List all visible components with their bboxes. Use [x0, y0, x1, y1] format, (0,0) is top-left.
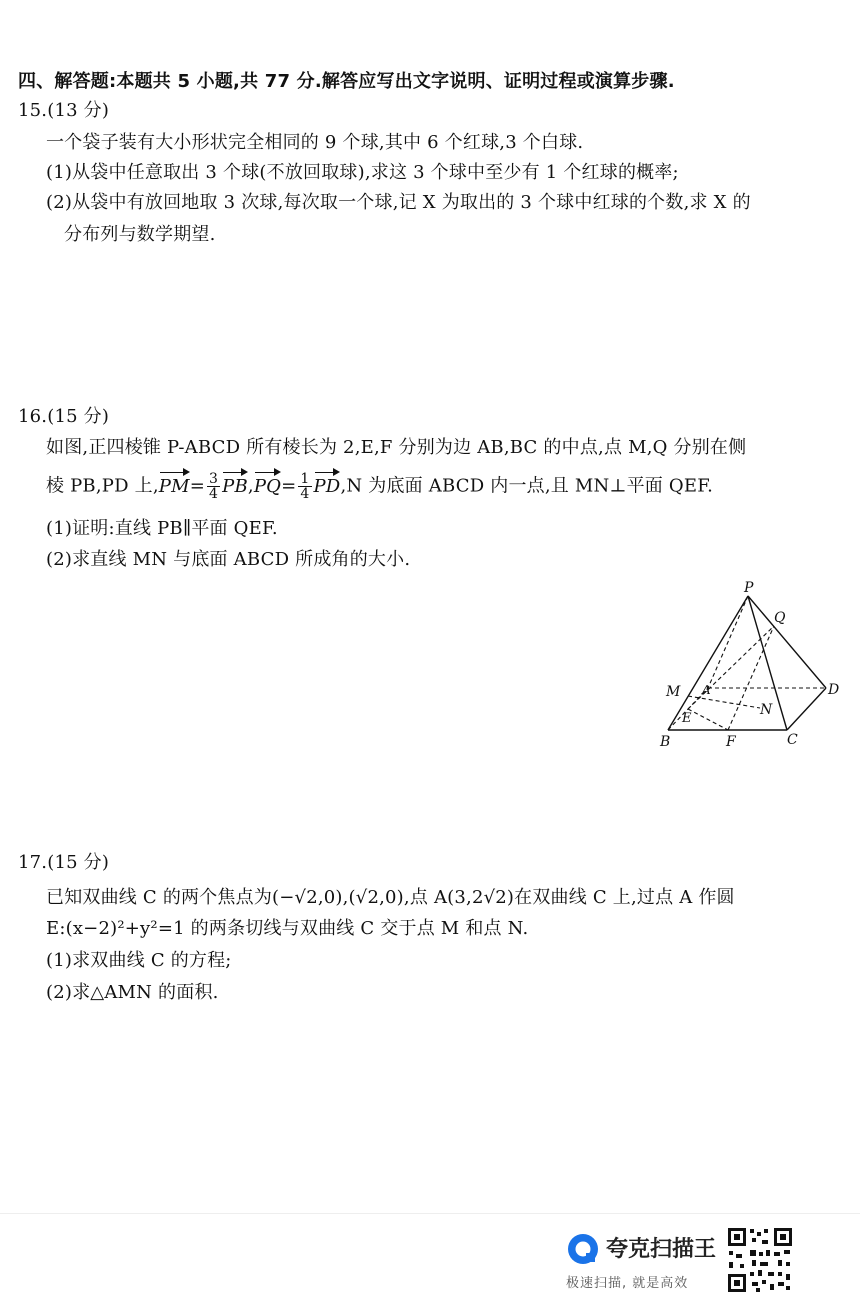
edge-pa	[708, 596, 748, 688]
equals-sign: =	[281, 475, 297, 497]
fraction-three-quarters	[207, 472, 220, 501]
vector-pb: PB	[222, 473, 248, 499]
q16-line1: 如图,正四棱锥 P-ABCD 所有棱长为 2,E,F 分别为边 AB,BC 的中点,点 M,Q 分别在侧	[46, 437, 747, 458]
footer-brand: 夸克扫描王	[606, 1237, 717, 1262]
q16-line2	[46, 472, 713, 501]
label-e: E	[682, 711, 692, 726]
label-q: Q	[774, 610, 786, 626]
vector-pd: PD	[314, 473, 341, 499]
label-n: N	[760, 702, 773, 718]
fraction-one-quarter	[298, 472, 311, 501]
q16-line2-start: 棱 PB,PD 上,	[46, 475, 159, 497]
label-a: A	[702, 683, 711, 697]
q15-part2-line1: (2)从袋中有放回地取 3 次球,每次取一个球,记 X 为取出的 3 个球中红球的个数,求 X 的	[46, 192, 751, 213]
q17-part1: (1)求双曲线 C 的方程;	[46, 950, 232, 971]
section-title: 四、解答题:本题共 5 小题,共 77 分.解答应写出文字说明、证明过程或演算步骤.	[18, 71, 675, 92]
edge-pd	[748, 596, 826, 688]
segment-mn	[688, 696, 760, 708]
fraction-numerator: 3	[209, 471, 219, 487]
vector-pm: PM	[159, 473, 190, 499]
q17-part2: (2)求△AMN 的面积.	[46, 982, 219, 1003]
equals-sign: =	[189, 475, 206, 497]
segment-eq	[688, 626, 774, 709]
segment-ef	[688, 709, 728, 730]
pyramid-figure	[650, 578, 850, 758]
label-c: C	[787, 732, 798, 748]
q15-intro: 一个袋子装有大小形状完全相同的 9 个球,其中 6 个红球,3 个白球.	[46, 132, 584, 153]
q17-line2: E:(x−2)²+y²=1 的两条切线与双曲线 C 交于点 M 和点 N.	[46, 918, 529, 939]
q15-part1: (1)从袋中任意取出 3 个球(不放回取球),求这 3 个球中至少有 1 个红球的概率;	[46, 162, 679, 183]
footer-slogan: 极速扫描, 就是高效	[566, 1276, 689, 1291]
quark-logo-icon	[566, 1232, 600, 1266]
comma: ,	[247, 475, 254, 497]
q17-header: 17.(15 分)	[18, 852, 110, 873]
q17-line1: 已知双曲线 C 的两个焦点为(−√2,0),(√2,0),点 A(3,2√2)在双曲线 C 上,过点 A 作圆	[46, 887, 735, 908]
label-b: B	[660, 734, 671, 750]
fraction-denominator: 4	[209, 486, 219, 502]
q16-header: 16.(15 分)	[18, 406, 110, 427]
fraction-numerator: 1	[300, 471, 310, 487]
q16-line2-end: ,N 为底面 ABCD 内一点,且 MN⊥平面 QEF.	[340, 475, 714, 497]
q15-header: 15.(13 分)	[18, 100, 110, 121]
q15-part2-line2: 分布列与数学期望.	[64, 224, 216, 245]
edge-cd	[787, 688, 826, 730]
label-d: D	[828, 682, 840, 698]
label-p: P	[744, 580, 754, 596]
label-m: M	[666, 684, 681, 700]
q16-part1: (1)证明:直线 PB∥平面 QEF.	[46, 518, 278, 539]
q16-part2: (2)求直线 MN 与底面 ABCD 所成角的大小.	[46, 549, 411, 570]
label-f: F	[726, 734, 736, 750]
footer-divider	[0, 1213, 860, 1214]
qr-code-icon	[726, 1226, 794, 1294]
fraction-denominator: 4	[300, 486, 310, 502]
vector-pq: PQ	[254, 473, 281, 499]
